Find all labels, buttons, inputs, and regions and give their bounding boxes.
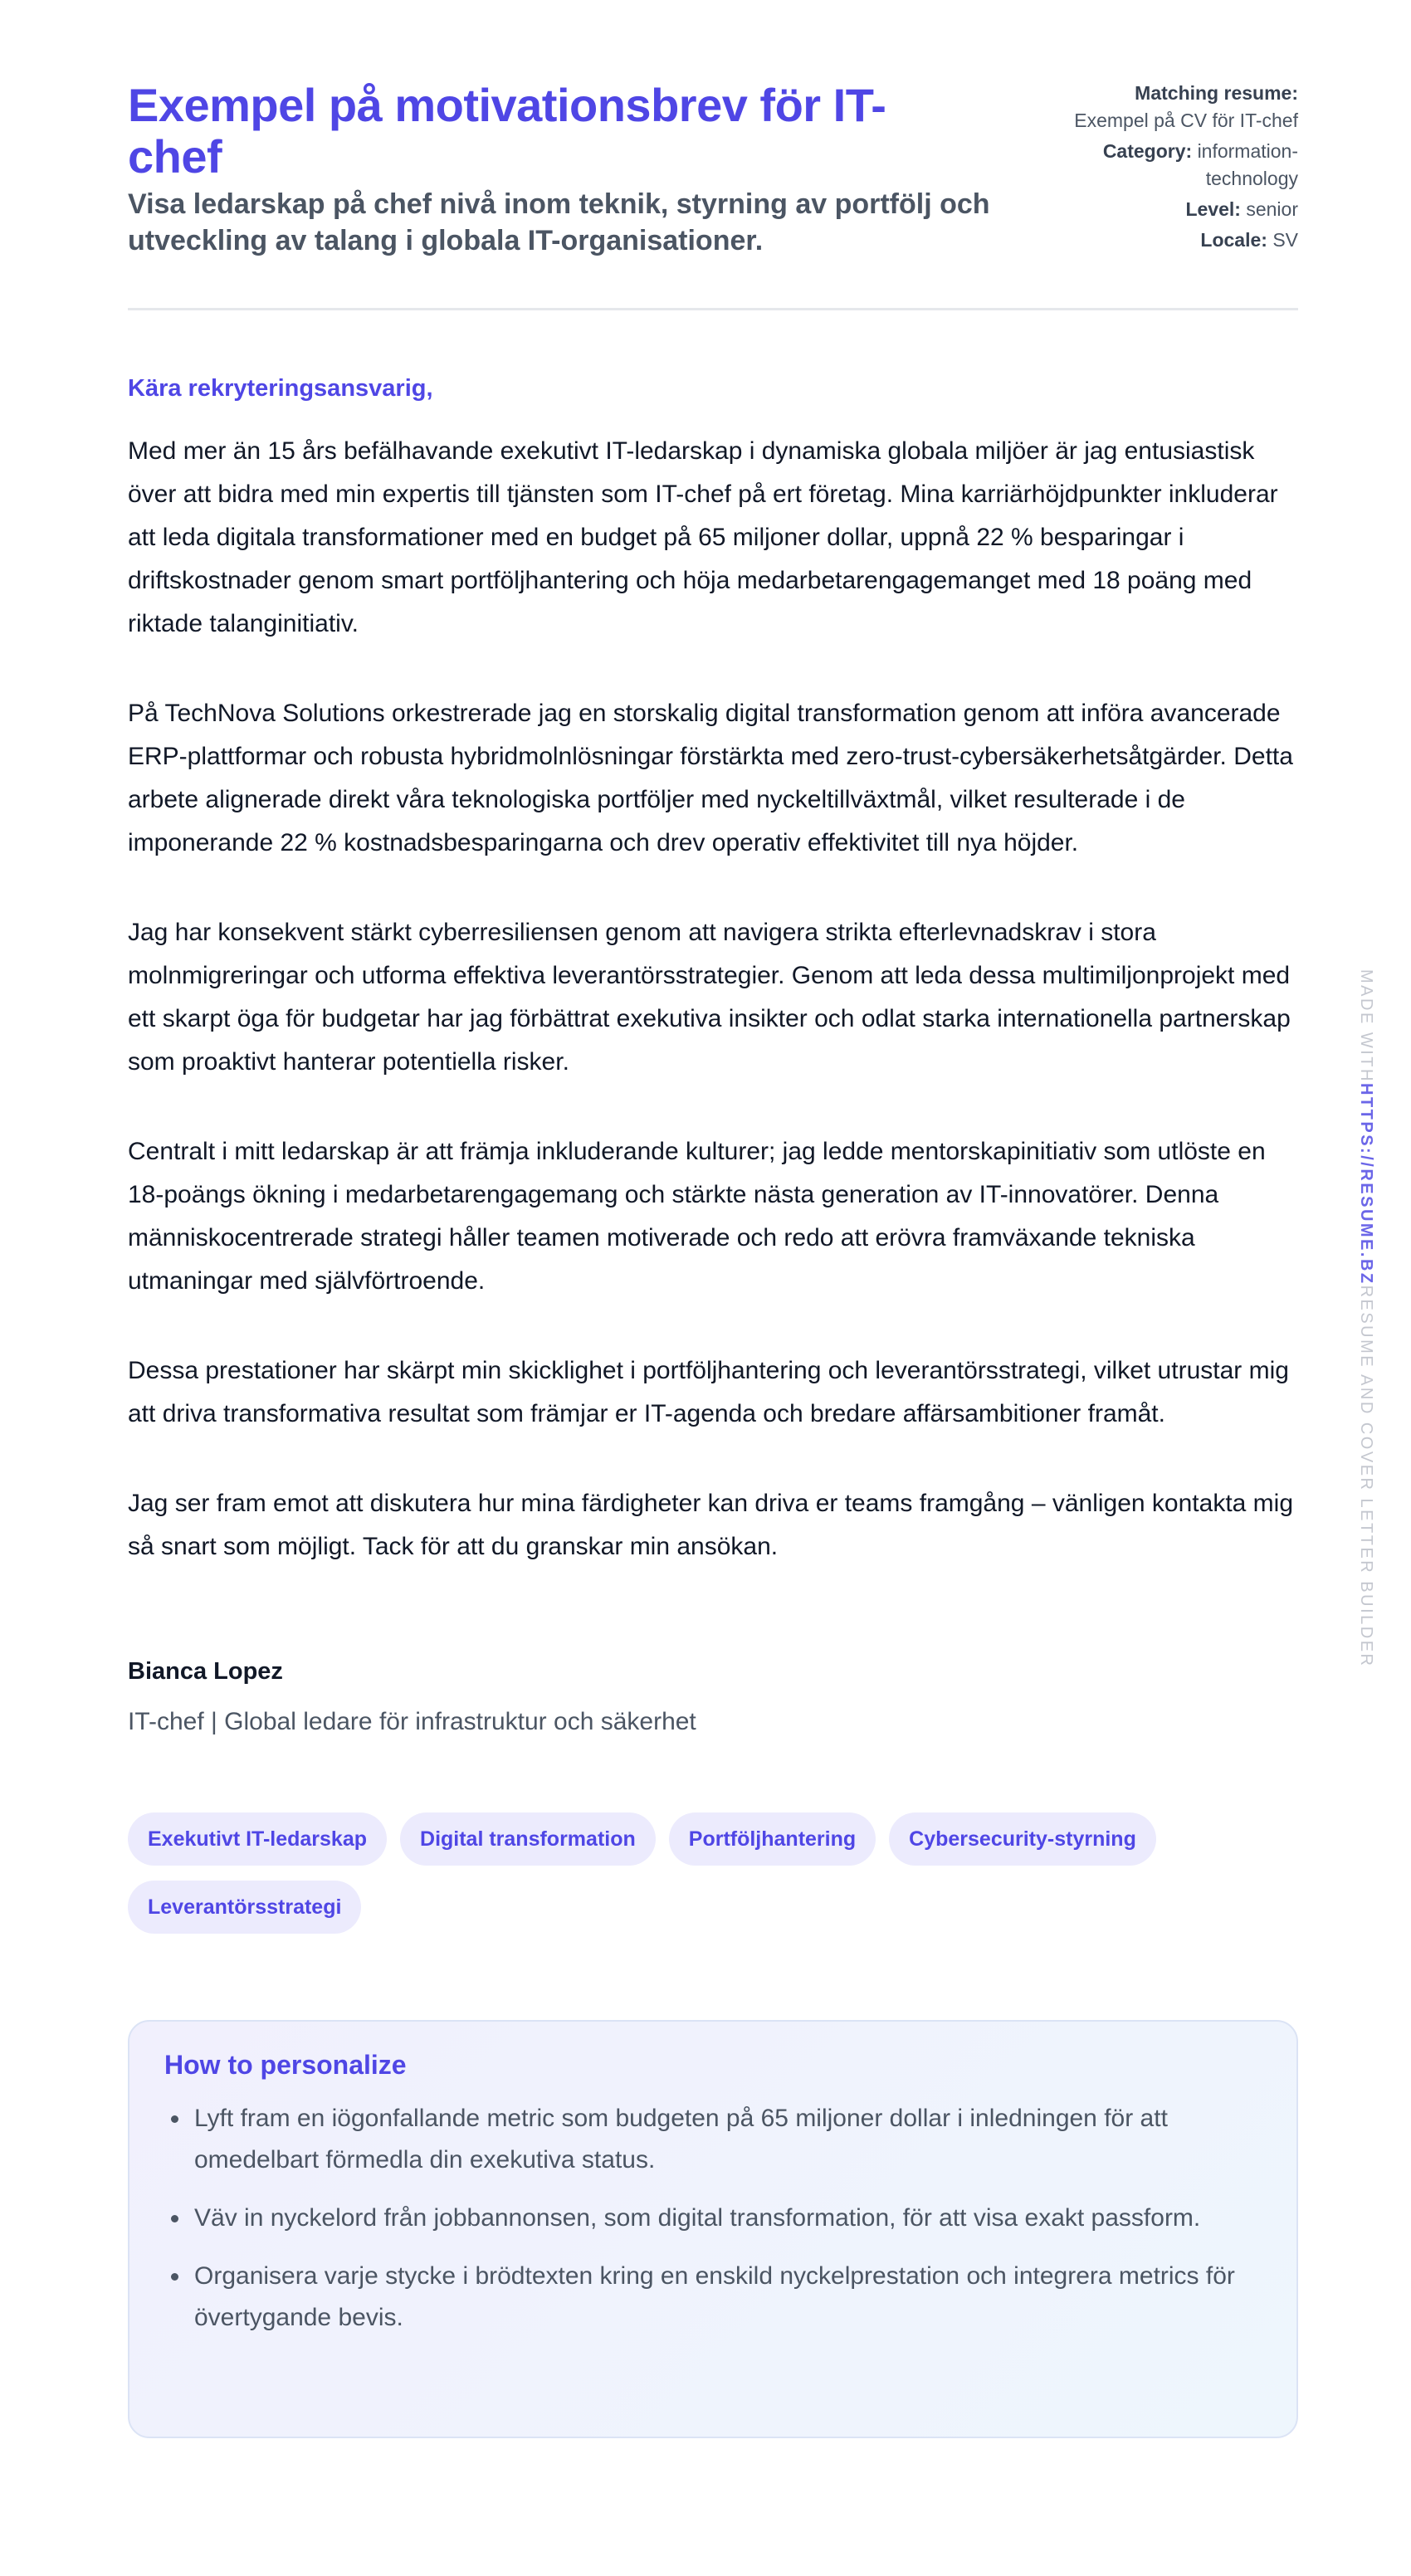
letter-paragraph: På TechNova Solutions orkestrerade jag en storskalig digital transformation genom att införa avancerade ERP-plattformar och robusta hybridmolnlösningar förstärkta med zero-trust-cybersäkerhetsåtgärder. Detta arbete alignerade direkt våra teknologiska portföljer med nyckeltillväxtmål, vilket resulterade i de imponerande 22 % kostnadsbesparingarna och drev operativ effektivitet till nya höjder. xyxy=(128,700,1293,856)
tip-item: Lyft fram en iögonfallande metric som budgeten på 65 miljoner dollar i inledningen för att omedelbart förmedla din exekutiva status. xyxy=(164,2098,1262,2181)
letter-paragraph: Centralt i mitt ledarskap är att främja inkluderande kulturer; jag ledde mentorskapinitiativ som utlöste en 18-poängs ökning i medarbetarengagemang och stärkte nästa generation av IT-innovatörer. Denna människocentrerade strategi håller teamen motiverade och redo att erövra framväxande tekniska utmaningar med självförtroende. xyxy=(128,1138,1266,1295)
resume-bz-link[interactable]: HTTPS://RESUME.BZ xyxy=(1357,1082,1375,1286)
meta-value: information-technology xyxy=(1197,140,1298,189)
skill-tag: Cybersecurity-styrning xyxy=(889,1812,1156,1866)
tips-title: How to personalize xyxy=(164,2050,407,2080)
tip-item: Väv in nyckelord från jobbannonsen, som digital transformation, för att visa exakt passform. xyxy=(164,2198,1262,2239)
meta-label: Category: xyxy=(1102,140,1193,162)
cover-letter-page xyxy=(128,0,1298,2438)
page-subtitle: Visa ledarskap på chef nivå inom teknik, styrning av portfölj och utveckling av talang i globala IT-organisationer. xyxy=(128,188,990,256)
meta-locale xyxy=(1057,227,1298,254)
meta-label: Level: xyxy=(1185,198,1241,220)
personalize-tips-box xyxy=(128,2020,1298,2438)
meta-info xyxy=(1057,80,1298,257)
tips-list xyxy=(164,2098,1262,2339)
page-header xyxy=(128,0,1298,310)
meta-label: Matching resume: xyxy=(1135,82,1298,104)
meta-level xyxy=(1057,196,1298,223)
skill-tag: Exekutivt IT-ledarskap xyxy=(128,1812,387,1866)
salutation: Kära rekryteringsansvarig, xyxy=(128,375,433,402)
made-with-label: MADE WITH xyxy=(1357,969,1375,1083)
skill-tags xyxy=(128,1812,1207,1934)
meta-value: SV xyxy=(1272,229,1298,251)
builder-tagline: RESUME AND COVER LETTER BUILDER xyxy=(1357,1285,1375,1668)
meta-category xyxy=(1057,138,1298,193)
skill-tag: Leverantörsstrategi xyxy=(128,1881,361,1934)
page-title: Exempel på motivationsbrev för IT-chef xyxy=(128,79,886,183)
tip-item: Organisera varje stycke i brödtexten kring en enskild nyckelprestation och integrera metrics för övertygande bevis. xyxy=(164,2256,1262,2339)
signature-name: Bianca Lopez xyxy=(128,1658,283,1685)
meta-label: Locale: xyxy=(1200,229,1267,251)
letter-paragraph: Med mer än 15 års befälhavande exekutivt IT-ledarskap i dynamiska globala miljöer är jag entusiastisk över att bidra med min expertis till tjänsten som IT-chef på ert företag. Mina karriärhöjdpunkter inkluderar att leda digitala transformationer med en budget på 65 miljoner dollar, uppnå 22 % besparingar i driftskostnader genom smart portföljhantering och höja medarbetarengagemanget med 18 poäng med riktade talanginitiativ. xyxy=(128,437,1278,637)
meta-value: senior xyxy=(1246,198,1298,220)
signature-role: IT-chef | Global ledare för infrastruktur och säkerhet xyxy=(128,1708,696,1735)
letter-paragraph: Jag har konsekvent stärkt cyberresiliensen genom att navigera strikta efterlevnadskrav i stora molnmigreringar och utforma effektiva leverantörsstrategier. Genom att leda dessa multimiljonprojekt med ett skarpt öga för budgetar har jag förbättrat exekutiva insikter och odlat starka internationella partnerskap som proaktivt hanterar potentiella risker. xyxy=(128,919,1291,1076)
letter-paragraph: Jag ser fram emot att diskutera hur mina färdigheter kan driva er teams framgång – vänligen kontakta mig så snart som möjligt. Tack för att du granskar min ansökan. xyxy=(128,1490,1294,1560)
made-with-banner xyxy=(1355,969,1378,1667)
skill-tag: Digital transformation xyxy=(400,1812,656,1866)
skill-tag: Portföljhantering xyxy=(669,1812,876,1866)
meta-matching-resume xyxy=(1057,80,1298,134)
meta-value: Exempel på CV för IT-chef xyxy=(1074,110,1298,131)
letter-paragraph: Dessa prestationer har skärpt min skicklighet i portföljhantering och leverantörsstrategi, vilket utrustar mig att driva transformativa resultat som främjar er IT-agenda och bredare affärsambitioner framåt. xyxy=(128,1357,1289,1427)
